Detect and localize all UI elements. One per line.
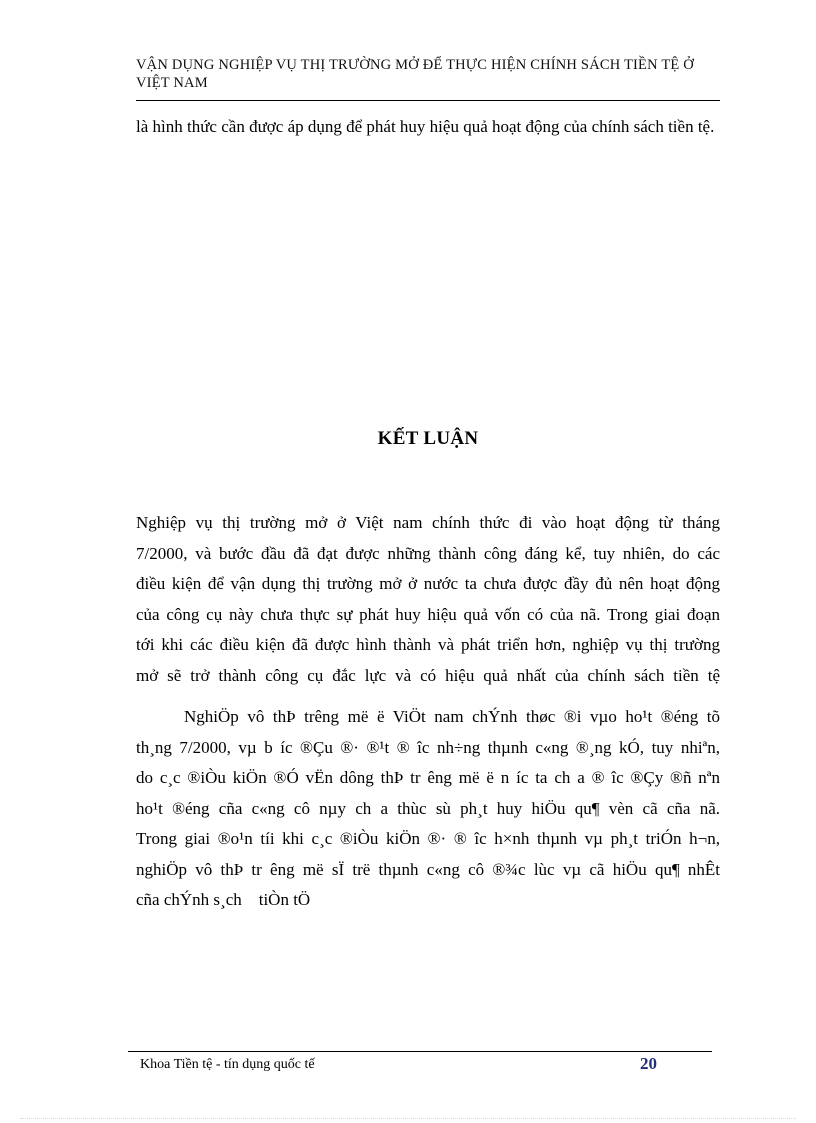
paragraph-line: điều kiện để vận dụng thị trường mở ở nước ta chưa được đầy đủ nên hoạt động xyxy=(136,574,720,593)
page-edge-divider xyxy=(20,1118,796,1119)
paragraph-line: 7/2000, và bước đầu đã đạt được những thành công đáng kể, tuy nhiên, do các xyxy=(136,543,720,563)
paragraph-line: Nghiệp vụ thị trường mở ở Việt nam chính thức đi vào hoạt động từ tháng xyxy=(136,513,720,532)
paragraph-line: nghiÖp vô thÞ tr êng më sÏ trë thµnh c«ng cô ®¾c lùc vµ cã hiÖu qu¶ nhÊt xyxy=(136,859,720,879)
section-heading: KẾT LUẬN xyxy=(377,428,479,449)
header-divider xyxy=(136,100,720,101)
paragraph-line: NghiÖp vô thÞ trêng më ë ViÖt nam chÝnh thøc ®i vµo ho¹t ®éng tõ xyxy=(184,707,720,726)
intro-paragraph: là hình thức cần được áp dụng để phát huy hiệu quả hoạt động của chính sách tiền tệ. xyxy=(136,117,715,136)
paragraph-line: của công cụ này chưa thực sự phát huy hiệu quả vốn có của nã. Trong giai đoạn xyxy=(136,604,720,624)
footer-department: Khoa Tiền tệ - tín dụng quốc tế xyxy=(140,1057,315,1072)
paragraph-line: mở sẽ trở thành công cụ đắc lực và có hiệu quả nhất của chính sách tiền tệ xyxy=(136,665,720,685)
paragraph-line: ho¹t ®éng cña c«ng cô nµy ch a thùc sù ph¸t huy hiÖu qu¶ vèn cã cña nã. xyxy=(136,798,720,818)
paragraph-line: th¸ng 7/2000, vµ b íc ®Çu ®· ®¹t ® îc nh÷ng thµnh c«ng ®¸ng kÓ, tuy nhiªn, xyxy=(136,737,720,757)
paragraph-line: tới khi các điều kiện đã được hình thành và phát triển hơn, nghiệp vụ thị trường xyxy=(136,635,720,654)
page-number: 20 xyxy=(640,1054,657,1073)
paragraph-line: cña chÝnh s¸ch tiÒn tÖ xyxy=(136,890,311,909)
paragraph-line: Trong giai ®o¹n tíi khi c¸c ®iÒu kiÖn ®· ® îc h×nh thµnh vµ ph¸t triÓn h¬n, xyxy=(136,829,720,848)
legacy-encoded-paragraph xyxy=(136,702,720,916)
footer-divider xyxy=(128,1051,712,1052)
paragraph-line: do c¸c ®iÒu kiÖn ®Ó vËn dông thÞ tr êng më ë n íc ta ch a ® îc ®Çy ®ñ nªn xyxy=(136,768,720,787)
running-header: VẬN DỤNG NGHIỆP VỤ THỊ TRƯỜNG MỞ ĐỂ THỰC HIỆN CHÍNH SÁCH TIỀN TỆ Ở VIỆT NAM xyxy=(136,57,694,91)
conclusion-paragraph xyxy=(136,508,720,691)
